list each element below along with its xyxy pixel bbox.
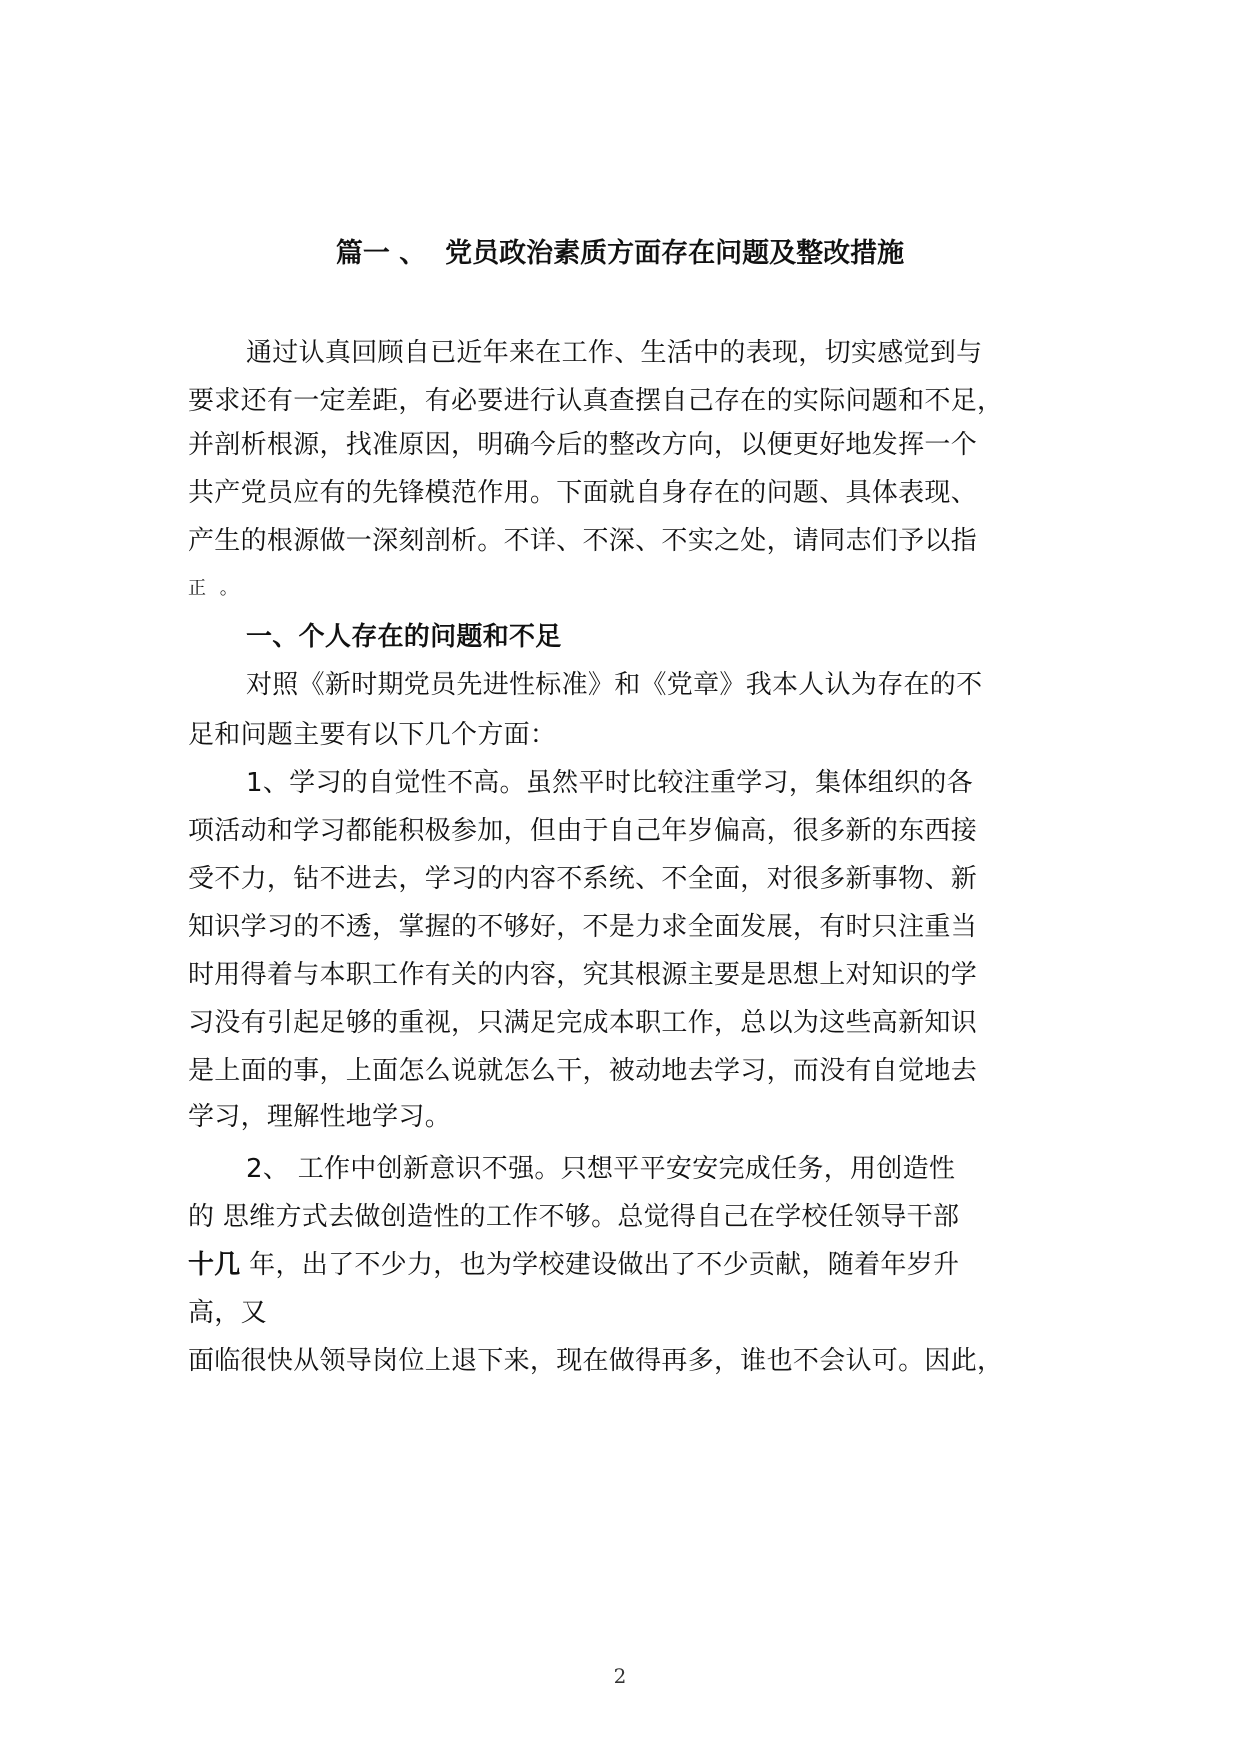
paragraph-line — [188, 1248, 959, 1282]
paragraph-text: 年，出了不少力，也为学校建设做出了不少贡献，随着年岁升 — [240, 1250, 960, 1280]
paragraph-line: 时用得着与本职工作有关的内容，究其根源主要是思想上对知识的学 — [188, 960, 978, 990]
paragraph-line: 2、 工作中创新意识不强。只想平平安安完成任务，用创造性 — [246, 1154, 956, 1184]
paragraph-line: 的 思维方式去做创造性的工作不够。总觉得自己在学校任领导干部 — [188, 1202, 960, 1232]
paragraph-line: 足和问题主要有以下几个方面： — [188, 720, 557, 750]
paragraph-line: 习没有引起足够的重视，只满足完成本职工作，总以为这些高新知识 — [188, 1008, 978, 1038]
paragraph-line: 1、学习的自觉性不高。虽然平时比较注重学习，集体组织的各 — [246, 768, 973, 798]
paragraph-line: 并剖析根源，找准原因，明确今后的整改方向，以便更好地发挥一个 — [188, 430, 978, 460]
paragraph-line: 共产党员应有的先锋模范作用。下面就自身存在的问题、具体表现、 — [188, 478, 978, 508]
bold-text: 十几 — [188, 1250, 241, 1280]
section-heading: 一、个人存在的问题和不足 — [246, 622, 562, 652]
paragraph-line: 产生的根源做一深刻剖析。不详、不深、不实之处，请同志们予以指 — [188, 526, 978, 556]
paragraph-line: 项活动和学习都能积极参加，但由于自己年岁偏高，很多新的东西接 — [188, 816, 978, 846]
document-title: 篇一 、 党员政治素质方面存在问题及整改措施 — [335, 238, 905, 269]
paragraph-line: 对照《新时期党员先进性标准》和《党章》我本人认为存在的不 — [246, 670, 983, 700]
paragraph-line: 面临很快从领导岗位上退下来，现在做得再多，谁也不会认可。因此， — [188, 1346, 1004, 1376]
paragraph-line: 知识学习的不透，掌握的不够好，不是力求全面发展，有时只注重当 — [188, 912, 978, 942]
paragraph-line: 高，又 — [188, 1298, 267, 1328]
paragraph-line: 正 。 — [188, 578, 242, 599]
paragraph-line: 通过认真回顾自已近年来在工作、生活中的表现，切实感觉到与 — [246, 338, 983, 368]
paragraph-line: 受不力，钻不进去，学习的内容不系统、不全面，对很多新事物、新 — [188, 864, 978, 894]
paragraph-line: 学习，理解性地学习。 — [188, 1102, 452, 1132]
paragraph-line: 是上面的事，上面怎么说就怎么干，被动地去学习，而没有自觉地去 — [188, 1056, 978, 1086]
paragraph-line: 要求还有一定差距，有必要进行认真查摆自己存在的实际问题和不足， — [188, 386, 1004, 416]
page-number: 2 — [613, 1664, 627, 1688]
